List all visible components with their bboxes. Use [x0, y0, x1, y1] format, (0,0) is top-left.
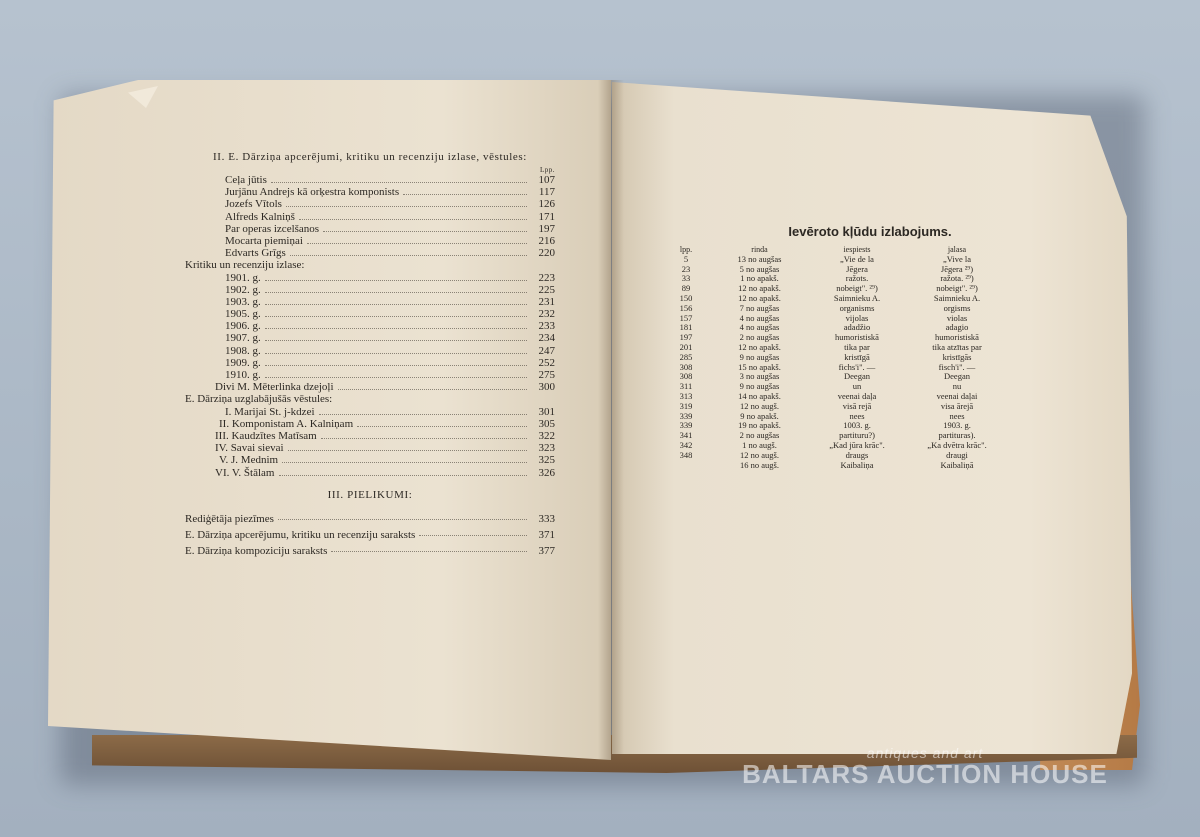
errata-jalasa: draugi	[946, 449, 968, 460]
errata-jalasa: nees	[949, 410, 965, 421]
dot-leader	[357, 414, 527, 427]
errata-jalasa: nobeigt". ²⁹)	[936, 283, 978, 294]
errata-jalasa: Kaibaliņā	[940, 459, 974, 470]
watermark	[720, 745, 1130, 790]
errata-rinda: 14 no apakš.	[738, 390, 781, 401]
errata-jalasa: „Vive la	[942, 253, 972, 264]
errata-jalasa: Deegan	[944, 371, 970, 382]
dot-leader	[331, 539, 527, 552]
errata-rinda: 12 no augš.	[740, 449, 779, 460]
errata-row	[660, 461, 1007, 471]
toc-entry-label: Kritiku un recenziju izlase:	[185, 259, 305, 272]
toc-entry-page: 301	[538, 405, 555, 418]
toc-entry-page: 377	[538, 544, 555, 557]
errata-lpp: 197	[679, 332, 693, 343]
watermark-brand: BALTARS AUCTION HOUSE	[742, 759, 1108, 789]
header-lpp: lpp.	[679, 245, 693, 254]
dot-leader	[278, 507, 527, 520]
toc-entry-label: Par operas izcelšanos	[225, 222, 320, 235]
errata-table	[660, 245, 1007, 470]
errata-rinda: 1 no apakš.	[740, 273, 779, 284]
errata-iespiests: organisms	[839, 302, 875, 313]
errata-lpp: 181	[679, 322, 693, 333]
toc-entry-label: Mocarta piemiņai	[225, 234, 303, 247]
toc-entry-page: 300	[538, 381, 555, 394]
errata-jalasa: partituras).	[938, 430, 976, 441]
dot-leader	[299, 207, 527, 220]
toc-entry-label: Divi M. Mēterlinka dzejoļi	[215, 381, 334, 394]
errata-jalasa: humoristiskā	[935, 332, 979, 343]
toc-entry-label: 1903. g.	[225, 295, 261, 308]
errata-jalasa: adagio	[945, 322, 969, 333]
toc-entry-label: 1906. g.	[225, 320, 261, 333]
dot-leader	[265, 341, 527, 354]
errata-lpp: 5	[683, 253, 689, 264]
toc-entry-label: E. Dārziņa uzglabājušās vēstules:	[185, 393, 333, 406]
errata-rinda: 2 no augšas	[739, 332, 780, 343]
toc-entry-page: 326	[538, 466, 555, 479]
toc-entry-page: 117	[538, 186, 555, 199]
toc-entry-label: II. Komponistam A. Kalniņam	[219, 417, 354, 430]
errata-iespiests: partituru?)	[839, 430, 875, 441]
toc-entry-page: 323	[538, 442, 555, 455]
toc-entry-page: 275	[538, 369, 555, 381]
errata-iespiests: un	[852, 381, 862, 392]
toc-entry-page: 233	[538, 320, 555, 333]
errata-rinda: 4 no augšas	[739, 312, 780, 323]
toc-entry-page: 107	[538, 174, 555, 186]
header-jalasa: jalasa	[947, 245, 967, 254]
errata-rinda: 5 no augšas	[739, 263, 780, 274]
errata-rinda: 12 no augš.	[740, 400, 779, 411]
toc-entry-page: 247	[538, 344, 555, 357]
errata-lpp: 348	[679, 449, 693, 460]
toc-entry-label: 1905. g.	[225, 308, 261, 321]
errata-iespiests: ražots.	[845, 273, 869, 284]
dot-leader	[338, 377, 527, 390]
errata-iespiests: 1003. g.	[843, 420, 871, 431]
toc-entry-page: 234	[538, 332, 555, 345]
toc-entry-page: 322	[538, 429, 555, 442]
toc-entry	[185, 381, 555, 393]
errata-lpp: 311	[679, 381, 693, 392]
errata-iespiests: nobeigt". ²⁹)	[836, 283, 878, 294]
toc-section-heading: II. E. Dārziņa apcerējumi, kritiku un recenziju izlase, vēstules:	[213, 151, 527, 163]
dot-leader	[307, 231, 527, 244]
dot-leader	[265, 280, 527, 293]
toc-entry	[185, 467, 555, 479]
errata-lpp: 150	[679, 292, 693, 303]
errata-lpp: 201	[679, 341, 693, 352]
errata-rinda: 12 no apakš.	[738, 283, 781, 294]
toc-entry-label: 1907. g.	[225, 332, 261, 345]
toc-entry-label: VI. V. Štālam	[215, 466, 275, 479]
errata-lpp: 339	[679, 420, 693, 431]
toc-entry-label: III. Kaudzītes Matīsam	[215, 429, 317, 442]
dot-leader	[265, 268, 527, 281]
errata-rinda: 12 no apakš.	[738, 341, 781, 352]
errata-lpp: 308	[679, 371, 693, 382]
dot-leader	[288, 438, 527, 451]
dot-leader	[265, 316, 527, 329]
errata-iespiests: Jēgera	[846, 263, 868, 274]
toc-entry-label: I. Marijai St. j-kdzei	[225, 405, 315, 418]
errata-jalasa: ražota. ²⁹)	[940, 273, 974, 284]
toc-entry-label: 1908. g.	[225, 344, 261, 357]
dot-leader	[290, 243, 527, 256]
toc-entry-page: 223	[538, 271, 555, 284]
toc-entry-page: 220	[538, 247, 555, 260]
toc-entry-label: E. Dārziņa kompoziciju saraksts	[185, 544, 328, 557]
dot-leader	[265, 353, 527, 366]
errata-jalasa: tika atzītas par	[932, 341, 982, 352]
errata-lpp: 285	[679, 351, 693, 362]
toc-entry-page: 232	[538, 308, 555, 321]
toc-entry-label: Ceļa jūtis	[225, 174, 267, 186]
errata-iespiests: fichs'i". —	[838, 361, 876, 372]
page-column-label: Lpp.	[539, 166, 555, 174]
toc-entry-label: 1910. g.	[225, 369, 261, 381]
errata-jalasa: Jēgera ²⁹)	[940, 263, 974, 274]
errata-lpp: 339	[679, 410, 693, 421]
toc-entries	[185, 174, 555, 479]
errata-jalasa: veenai daļai	[936, 390, 978, 401]
toc-entry-page: 197	[538, 222, 555, 235]
errata-lpp: 156	[679, 302, 693, 313]
dot-leader	[265, 292, 527, 305]
header-iespiests: iespiests	[843, 245, 871, 254]
toc-entry-label: E. Dārziņa apcerējumu, kritiku un recenziju saraksts	[185, 528, 416, 541]
watermark-tagline: antiques and art	[866, 745, 984, 761]
errata-iespiests: Saimnieku A.	[833, 292, 881, 303]
errata-rinda: 16 no augš.	[740, 459, 779, 470]
toc-entry-label: IV. Savai sievai	[215, 442, 284, 455]
dot-leader	[279, 463, 527, 476]
errata-lpp: 89	[681, 283, 691, 294]
errata-iespiests: nees	[849, 410, 865, 421]
toc-entry-page: 171	[538, 210, 555, 223]
errata-rinda: 2 no augšas	[739, 430, 780, 441]
errata-iespiests: adadžio	[843, 322, 871, 333]
toc-entry-label: Edvarts Grīgs	[225, 247, 286, 260]
dot-leader	[265, 304, 527, 317]
errata-rinda: 9 no augšas	[739, 351, 780, 362]
dot-leader	[271, 170, 527, 183]
toc-entry-label: V. J. Mednim	[219, 454, 279, 467]
dot-leader	[323, 219, 527, 232]
toc-entry-page: 371	[538, 528, 555, 541]
toc-entry-label: Rediģētāja piezīmes	[185, 512, 274, 525]
errata-rinda: 9 no augšas	[739, 381, 780, 392]
errata-rinda: 13 no augšas	[737, 253, 782, 264]
errata-rinda: 19 no apakš.	[738, 420, 781, 431]
errata-rinda: 3 no augšas	[739, 371, 780, 382]
dot-leader	[419, 523, 527, 536]
dot-leader	[282, 450, 527, 463]
dot-leader	[265, 365, 527, 378]
errata-iespiests: vijolas	[845, 312, 869, 323]
errata-iespiests: „Kad jūra krāc".	[829, 439, 885, 450]
errata-iespiests: Kaibaliņa	[840, 459, 874, 470]
dot-leader	[265, 328, 527, 341]
errata-iespiests: veenai daļa	[837, 390, 877, 401]
toc-entry-page: 333	[538, 512, 555, 525]
errata-lpp: 341	[679, 430, 693, 441]
errata-jalasa: „Ka dvētra krāc".	[927, 439, 987, 450]
header-rinda: rinda	[751, 245, 768, 254]
toc-entry-page: 225	[538, 283, 555, 296]
errata-rinda: 12 no apakš.	[738, 292, 781, 303]
errata-rinda: 15 no apakš.	[738, 361, 781, 372]
errata-rinda: 9 no apakš.	[740, 410, 779, 421]
toc-entry-label: Jozefs Vītols	[225, 198, 282, 211]
errata-lpp: 308	[679, 361, 693, 372]
toc-entry-page: 216	[538, 234, 555, 247]
toc-entry	[185, 247, 555, 259]
dot-leader	[286, 194, 527, 207]
toc-entry-page: 126	[538, 198, 555, 211]
errata-jalasa: nu	[952, 381, 962, 392]
errata-iespiests: kristīgā	[844, 351, 870, 362]
errata-lpp: 319	[679, 400, 693, 411]
errata-title: Ievēroto kļūdu izlabojums.	[788, 224, 952, 239]
toc-entry-page: 325	[538, 454, 555, 467]
book-gutter	[598, 80, 624, 760]
dot-leader	[319, 402, 527, 415]
errata-iespiests: „Vie de la	[840, 253, 874, 264]
toc-section3-heading: III. PIELIKUMI:	[327, 488, 413, 501]
errata-body	[660, 255, 1007, 471]
toc-entry-page: 305	[538, 417, 555, 430]
errata-iespiests: draugs	[845, 449, 869, 460]
errata-jalasa: violas	[946, 312, 968, 323]
table-of-contents	[185, 150, 555, 559]
errata-jalasa: orgisms	[943, 302, 971, 313]
toc-entry-label: 1902. g.	[225, 283, 261, 296]
errata-jalasa: fisch'i". —	[938, 361, 976, 372]
toc-appendix	[185, 511, 555, 559]
toc-entry-label: 1901. g.	[225, 271, 261, 284]
errata-lpp: 33	[681, 273, 691, 284]
toc-entry-label: 1909. g.	[225, 356, 261, 369]
toc-entry	[185, 543, 555, 559]
errata-rinda: 4 no augšas	[739, 322, 780, 333]
toc-entry-label: Alfreds Kalniņš	[225, 210, 295, 223]
errata-lpp: 23	[681, 263, 691, 274]
toc-entry-page: 231	[538, 295, 555, 308]
errata-jalasa: visa ārejā	[940, 400, 974, 411]
errata-lpp: 342	[679, 439, 693, 450]
errata-lpp: 157	[679, 312, 693, 323]
toc-entry-page: 252	[538, 356, 555, 369]
errata-section	[660, 224, 1020, 470]
errata-rinda: 7 no augšas	[739, 302, 780, 313]
errata-iespiests: tika par	[844, 341, 870, 352]
errata-jalasa: Saimnieku A.	[933, 292, 981, 303]
errata-iespiests: Deegan	[844, 371, 870, 382]
errata-iespiests: humoristiskā	[835, 332, 879, 343]
dot-leader	[321, 426, 527, 439]
errata-lpp	[660, 461, 712, 471]
errata-jalasa: 1903. g.	[943, 420, 971, 431]
errata-rinda: 1 no augš.	[742, 439, 777, 450]
toc-entry-label: Jurjānu Andrejs kā orķestra komponists	[225, 186, 400, 199]
errata-iespiests: visā rejā	[842, 400, 872, 411]
dot-leader	[403, 182, 527, 195]
errata-lpp: 313	[679, 390, 693, 401]
errata-jalasa: kristīgās	[942, 351, 972, 362]
